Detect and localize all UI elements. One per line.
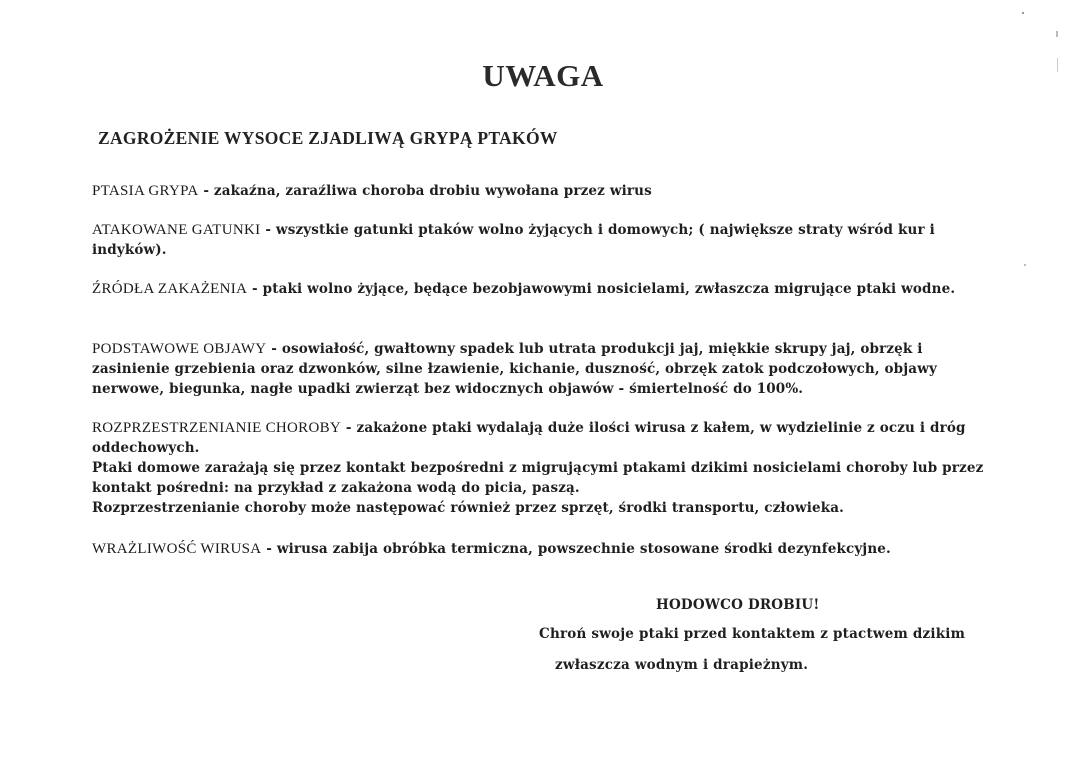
section-term: PODSTAWOWE OBJAWY [92, 341, 267, 357]
section-paragraph [92, 339, 1002, 399]
section-zrodla-zakazenia [92, 279, 1002, 299]
section-term: ATAKOWANE GATUNKI [92, 222, 261, 238]
section-atakowane-gatunki [92, 220, 1002, 260]
scan-speck [1056, 31, 1058, 37]
scan-speck [1022, 12, 1024, 14]
section-paragraph [92, 418, 1002, 458]
section-extra-paragraph: Rozprzestrzenianie choroby może następować również przez sprzęt, środki transportu, człowieka. [92, 500, 844, 516]
section-text: - ptaki wolno żyjące, będące bezobjawowymi nosicielami, zwłaszcza migrujące ptaki wodne. [247, 281, 956, 297]
section-paragraph [92, 220, 1002, 260]
section-text: - zakażone ptaki wydalają duże ilości wirusa z kałem, w wydzielinie z oczu i dróg oddechowych. [92, 420, 966, 456]
closing-line-2: zwłaszcza wodnym i drapieżnym. [555, 657, 809, 673]
section-term: ROZPRZESTRZENIANIE CHOROBY [92, 420, 342, 436]
section-text: - wszystkie gatunki ptaków wolno żyjących i domowych; ( największe straty wśród kur i indyków). [92, 222, 935, 258]
section-extra-paragraph: Ptaki domowe zarażają się przez kontakt bezpośredni z migrującymi ptakami dzikimi nosicielami choroby lub przez kontakt pośredni: na przykład z zakażona wodą do picia, paszą. [92, 460, 984, 496]
section-paragraph [92, 181, 1002, 201]
scan-speck [1057, 58, 1058, 72]
section-term: WRAŻLIWOŚĆ WIRUSA [92, 541, 262, 557]
section-wrazliwosc-wirusa [92, 539, 1002, 559]
section-text: - osowiałość, gwałtowny spadek lub utrata produkcji jaj, miękkie skrupy jaj, obrzęk i zasinienie grzebienia oraz dzwonków, silne łzawienie, kichanie, duszność, obrzęk zatok podczołowych, objawy nerwowe, biegunka, nagłe upadki zwierząt bez widocznych objawów - śmiertelność do 100%. [92, 341, 937, 397]
section-podstawowe-objawy [92, 339, 1002, 399]
section-paragraph [92, 279, 1002, 299]
section-ptasia-grypa [92, 181, 1002, 201]
section-paragraph [92, 539, 1002, 559]
page-subtitle: ZAGROŻENIE WYSOCE ZJADLIWĄ GRYPĄ PTAKÓW [98, 128, 558, 148]
page-title: UWAGA [482, 58, 604, 93]
closing-line-1: Chroń swoje ptaki przed kontaktem z ptactwem dzikim [539, 626, 966, 642]
section-text: - wirusa zabija obróbka termiczna, powszechnie stosowane środki dezynfekcyjne. [261, 541, 891, 557]
scan-speck [1024, 264, 1026, 266]
section-term: ŹRÓDŁA ZAKAŻENIA [92, 281, 248, 297]
section-rozprzestrzenianie-choroby [92, 418, 1002, 518]
section-text: - zakaźna, zaraźliwa choroba drobiu wywołana przez wirus [198, 183, 652, 199]
closing-heading: HODOWCO DROBIU! [656, 597, 820, 613]
section-term: PTASIA GRYPA [92, 183, 199, 199]
